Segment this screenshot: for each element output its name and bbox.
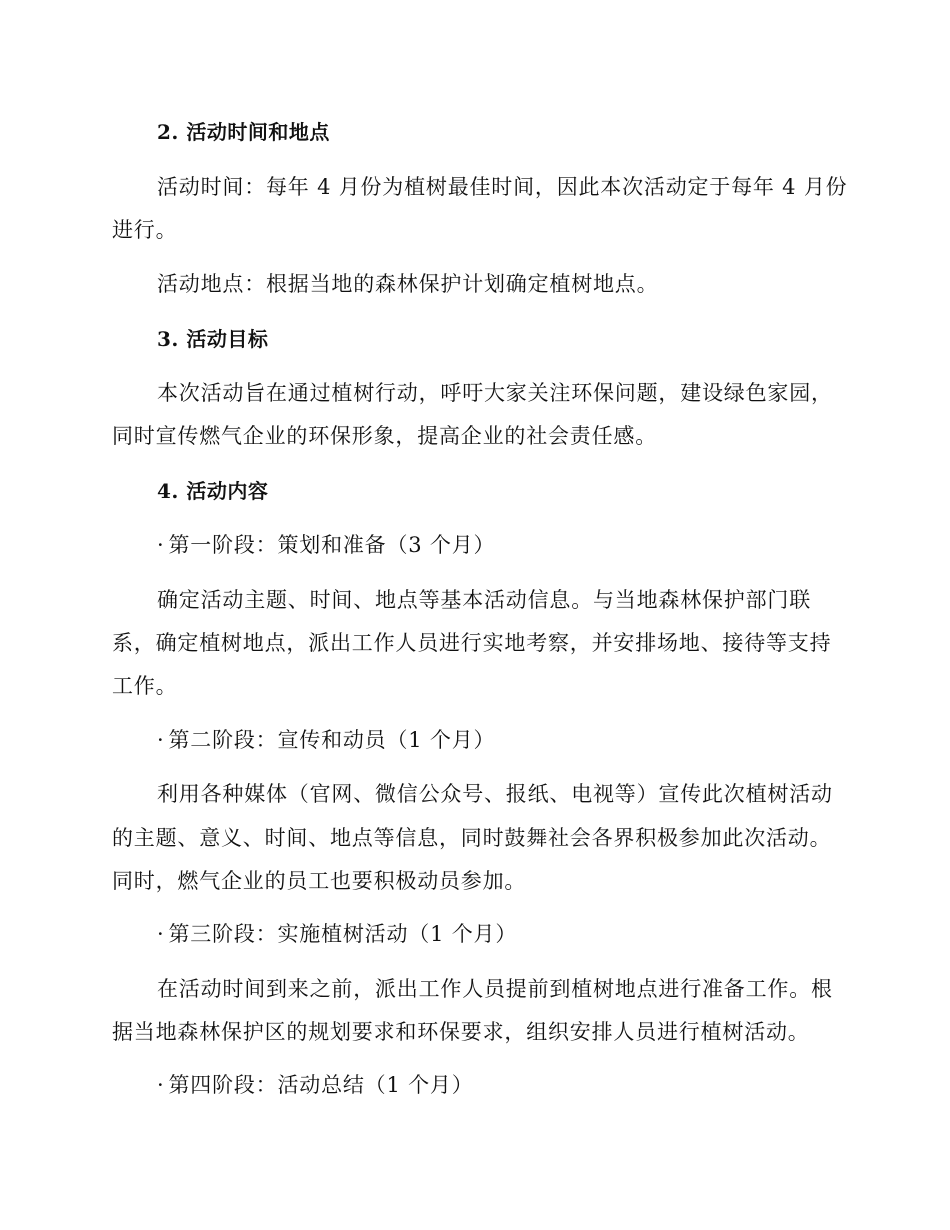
stage-paragraph-line: 确定活动主题、时间、地点等基本活动信息。与当地森林保护部门联 [157,588,811,612]
paragraph-goals-line: 同时宣传燃气企业的环保形象，提高企业的社会责任感。 [112,424,657,448]
stage-title-text: 第四阶段：活动总结（1 个月） [168,1073,474,1097]
stage-paragraph-line: 利用各种媒体（官网、微信公众号、报纸、电视等）宣传此次植树活动 [157,782,833,806]
stage-title-1 [157,529,495,559]
stage-paragraph-line: 的主题、意义、时间、地点等信息，同时鼓舞社会各界积极参加此次活动。 [112,826,832,850]
stage-paragraph-line: 工作。 [112,674,178,698]
section-heading-content: 4. 活动内容 [157,479,269,503]
paragraph-time-line: 活动时间：每年 4 月份为植树最佳时间，因此本次活动定于每年 4 月份 [157,175,848,199]
bullet-icon: · [157,922,165,946]
stage-title-2 [157,724,495,754]
stage-paragraph-line: 在活动时间到来之前，派出工作人员提前到植树地点进行准备工作。根 [157,977,833,1001]
stage-title-3 [157,918,517,948]
paragraph-place-line: 活动地点：根据当地的森林保护计划确定植树地点。 [157,272,659,296]
stage-title-text: 第三阶段：实施植树活动（1 个月） [168,922,518,946]
stage-title-4 [157,1069,474,1099]
bullet-icon: · [157,533,165,557]
section-heading-time-place: 2. 活动时间和地点 [157,120,330,144]
stage-title-text: 第二阶段：宣传和动员（1 个月） [168,728,496,752]
paragraph-time-line: 进行。 [112,218,178,242]
section-heading-goals: 3. 活动目标 [157,327,269,351]
stage-paragraph-line: 系，确定植树地点，派出工作人员进行实地考察，并安排场地、接待等支持 [112,631,832,655]
bullet-icon: · [157,1073,165,1097]
stage-title-text: 第一阶段：策划和准备（3 个月） [168,533,496,557]
stage-paragraph-line: 据当地森林保护区的规划要求和环保要求，组织安排人员进行植树活动。 [112,1020,810,1044]
paragraph-goals-line: 本次活动旨在通过植树行动，呼吁大家关注环保问题，建设绿色家园， [157,381,833,405]
stage-paragraph-line: 同时，燃气企业的员工也要积极动员参加。 [112,869,527,893]
bullet-icon: · [157,728,165,752]
